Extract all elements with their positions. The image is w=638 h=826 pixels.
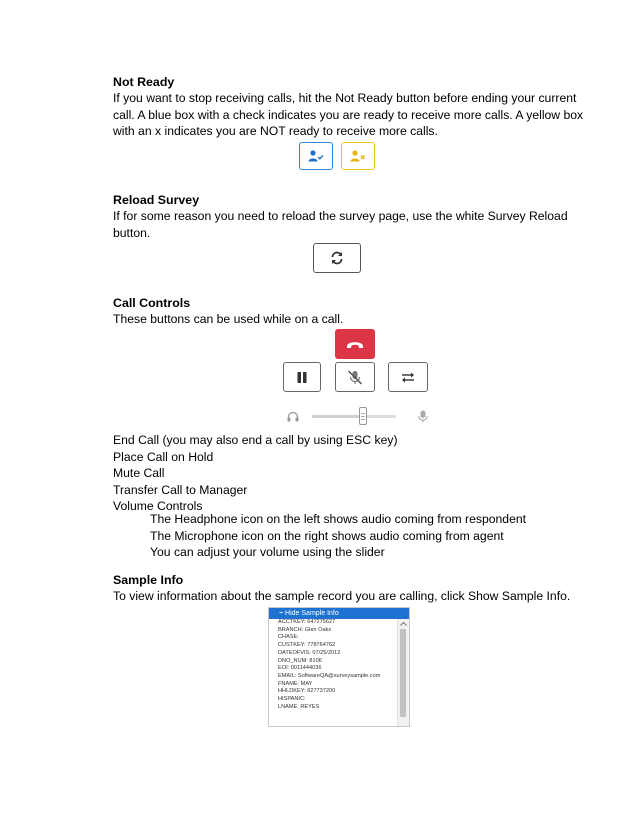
list-item: Volume Controls bbox=[113, 499, 203, 513]
reload-survey-body bbox=[113, 208, 568, 241]
hold-button[interactable] bbox=[283, 362, 321, 392]
scrollbar-thumb[interactable] bbox=[400, 629, 406, 717]
volume-slider-thumb[interactable] bbox=[359, 407, 367, 425]
slider-grip-line bbox=[361, 416, 365, 417]
list-item: Place Call on Hold bbox=[113, 449, 214, 464]
slider-grip-line bbox=[361, 419, 365, 420]
volume-slider-fill bbox=[312, 415, 363, 418]
user-check-icon bbox=[308, 150, 324, 162]
headphone-icon bbox=[287, 411, 299, 425]
slider-grip-line bbox=[361, 413, 365, 414]
list-item: End Call (you may also end a call by using ESC key) bbox=[113, 433, 398, 447]
not-ready-body-line: call. A blue box with a check indicates you are ready to receive more calls. A yellow box bbox=[113, 107, 584, 122]
minus-icon: − bbox=[279, 610, 284, 617]
reload-survey-body-line: button. bbox=[113, 225, 151, 240]
mute-button[interactable] bbox=[335, 362, 375, 392]
not-ready-heading: Not Ready bbox=[113, 75, 175, 89]
sub-list-item: The Headphone icon on the left shows audio coming from respondent bbox=[150, 512, 527, 526]
reload-survey-body-line: If for some reason you need to reload the survey page, use the white Survey Reload bbox=[113, 209, 568, 223]
call-controls-list bbox=[113, 432, 398, 515]
call-controls-heading: Call Controls bbox=[113, 296, 191, 310]
sub-list-item: The Microphone icon on the right shows audio coming from agent bbox=[150, 528, 504, 543]
sample-row: HHLDKEY: 627737200 bbox=[278, 688, 336, 695]
microphone-icon bbox=[418, 410, 428, 426]
scroll-up-arrow-icon[interactable] bbox=[399, 621, 408, 627]
sample-row: CHASE: bbox=[278, 634, 299, 641]
sub-list-item: You can adjust your volume using the slider bbox=[150, 545, 385, 559]
sample-info-heading: Sample Info bbox=[113, 573, 184, 587]
sample-row: LNAME: REYES bbox=[278, 703, 320, 710]
user-x-icon bbox=[350, 150, 366, 162]
sample-row: CUSTKEY: 778764762 bbox=[278, 642, 336, 649]
sample-info-body: To view information about the sample record you are calling, click Show Sample Info. bbox=[113, 589, 571, 603]
sample-row: DNO_NUM: 8106 bbox=[278, 657, 322, 664]
sample-info-list bbox=[269, 619, 395, 711]
end-call-button[interactable] bbox=[335, 329, 375, 359]
list-item: Mute Call bbox=[113, 466, 165, 480]
sample-row: HISPANIC: bbox=[278, 696, 306, 703]
reload-survey-heading: Reload Survey bbox=[113, 193, 200, 207]
transfer-button[interactable] bbox=[388, 362, 428, 392]
sample-info-scrollbar[interactable] bbox=[397, 619, 409, 726]
not-ready-button[interactable] bbox=[341, 142, 375, 170]
hide-sample-info-toggle[interactable] bbox=[269, 608, 409, 619]
list-item: Transfer Call to Manager bbox=[113, 482, 248, 497]
reload-survey-button[interactable] bbox=[313, 243, 361, 273]
not-ready-body-line: If you want to stop receiving calls, hit the Not Ready button before ending your current bbox=[113, 91, 577, 105]
ready-button[interactable] bbox=[299, 142, 333, 170]
call-controls-intro: These buttons can be used while on a call. bbox=[113, 312, 344, 326]
mic-off-icon bbox=[347, 370, 363, 385]
volume-slider[interactable] bbox=[312, 415, 396, 418]
hide-sample-info-label: Hide Sample Info bbox=[285, 610, 339, 617]
not-ready-body bbox=[113, 90, 583, 140]
sample-row: DATEOFVIS: 07/25/2012 bbox=[278, 649, 341, 656]
volume-controls-sublist bbox=[150, 511, 526, 561]
sample-row: BRANCH: Glen Oaks bbox=[278, 626, 332, 633]
sample-info-panel bbox=[268, 607, 410, 727]
not-ready-body-line: with an x indicates you are NOT ready to receive more calls. bbox=[113, 124, 438, 138]
sample-row: EOI: 0011444036 bbox=[278, 665, 322, 672]
phone-hangup-icon bbox=[346, 340, 364, 349]
sample-row: EMAIL: SoftwareQA@surveysample.com bbox=[278, 672, 381, 679]
sample-row: FNAME: MAY bbox=[278, 680, 313, 687]
pause-icon bbox=[297, 372, 307, 383]
sample-row: ACCTKEY: 647275627 bbox=[278, 619, 336, 625]
exchange-icon bbox=[401, 372, 415, 383]
sync-icon bbox=[330, 251, 344, 265]
